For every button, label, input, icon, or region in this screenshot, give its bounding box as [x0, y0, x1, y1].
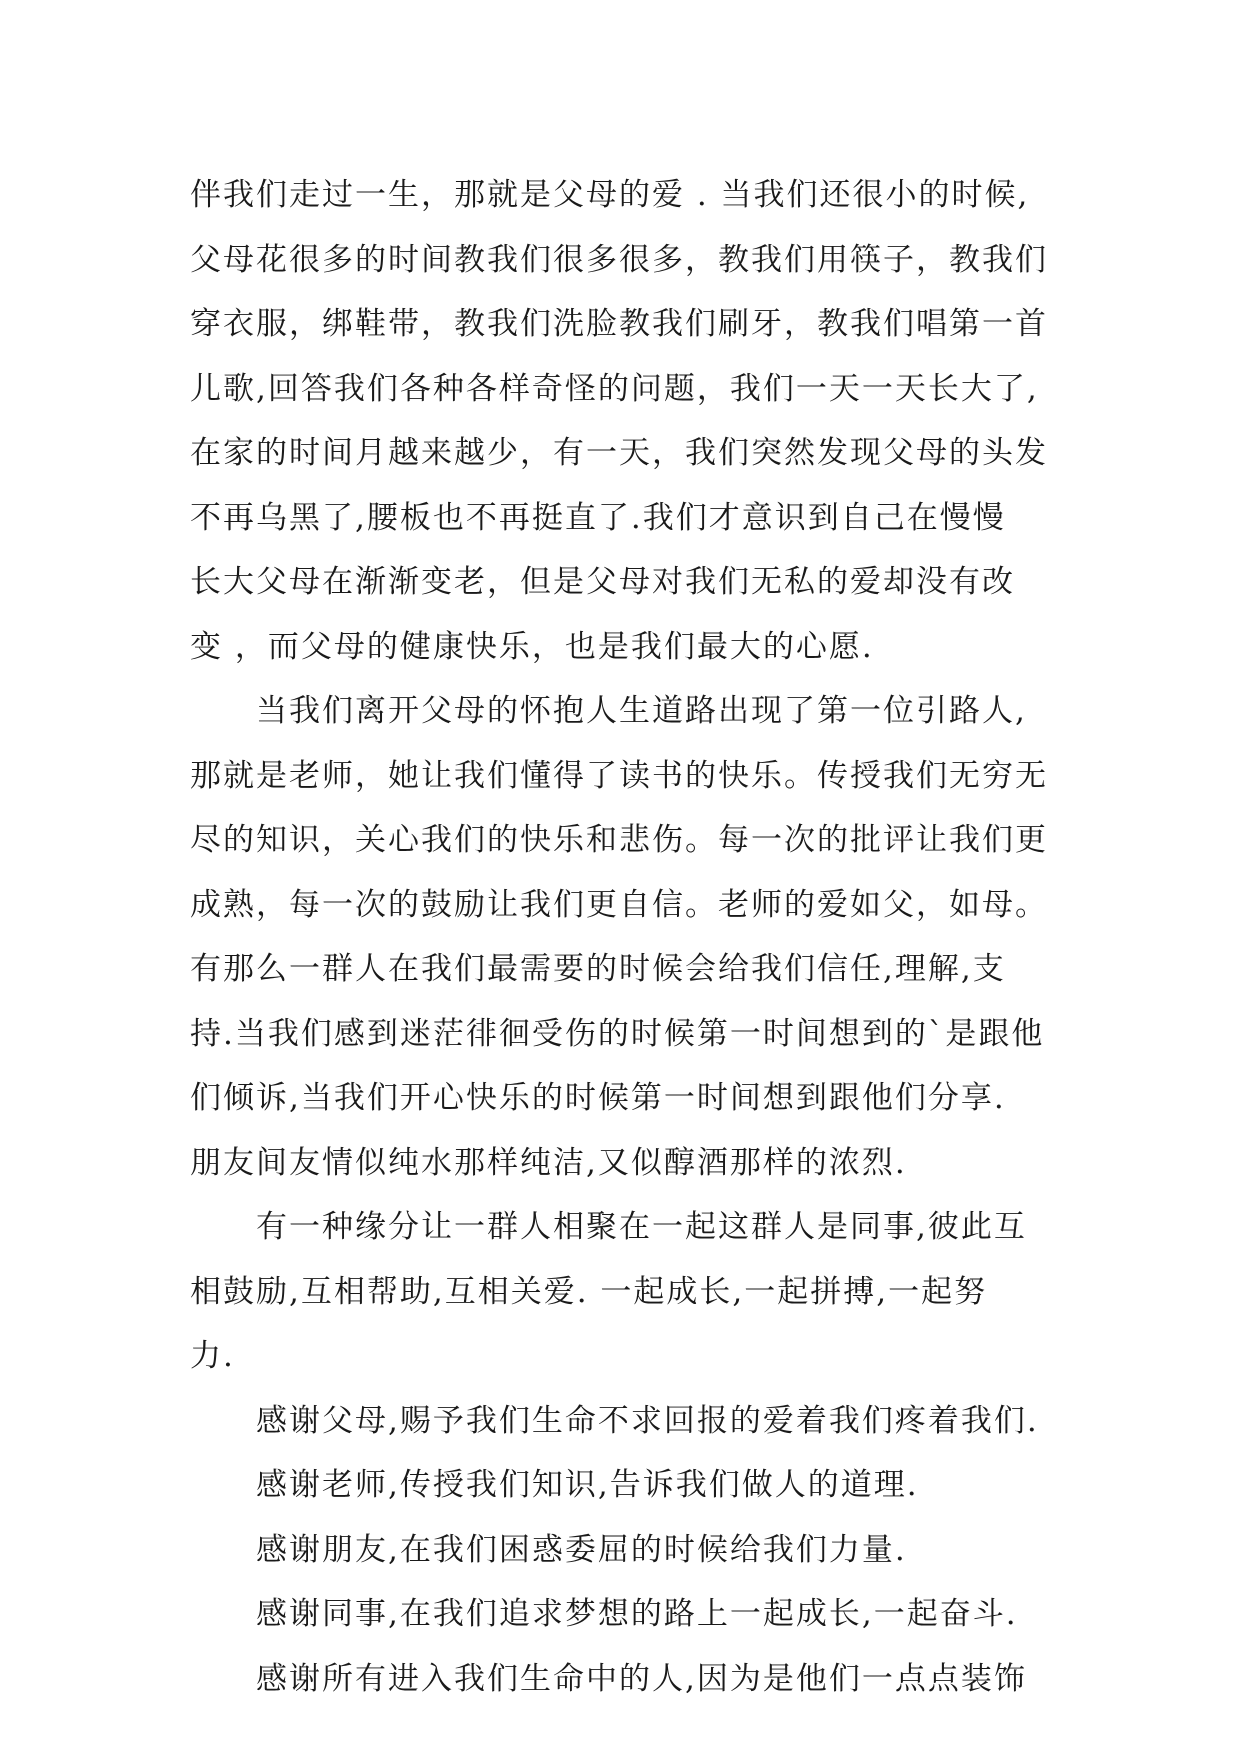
- text-line: 成熟，每一次的鼓励让我们更自信。老师的爱如父，如母。: [190, 886, 1048, 923]
- text-line: 变 ，而父母的健康快乐，也是我们最大的心愿.: [190, 628, 874, 665]
- text-line: 在家的时间月越来越少，有一天，我们突然发现父母的头发: [190, 435, 1048, 471]
- text-line: 不再乌黑了,腰板也不再挺直了.我们才意识到自己在慢慢: [190, 499, 1006, 536]
- text-line: 感谢同事,在我们追求梦想的路上一起成长,一起奋斗.: [256, 1596, 1018, 1632]
- text-line: 父母花很多的时间教我们很多很多，教我们用筷子，教我们: [190, 241, 1048, 278]
- text-line: 相鼓励,互相帮助,互相关爱. 一起成长,一起拼搏,一起努: [190, 1273, 988, 1310]
- text-line: 有一种缘分让一群人相聚在一起这群人是同事,彼此互: [256, 1209, 1027, 1245]
- text-line: 尽的知识，关心我们的快乐和悲伤。每一次的批评让我们更: [190, 822, 1048, 858]
- text-line: 持.当我们感到迷茫徘徊受伤的时候第一时间想到的`是跟他: [190, 1015, 1045, 1052]
- text-line: 感谢朋友,在我们困惑委屈的时候给我们力量.: [256, 1531, 907, 1568]
- text-line: 力.: [190, 1338, 235, 1374]
- text-line: 感谢所有进入我们生命中的人,因为是他们一点点装饰: [256, 1660, 1027, 1697]
- text-line: 儿歌,回答我们各种各样奇怪的问题，我们一天一天长大了,: [190, 370, 1039, 407]
- text-line: 伴我们走过一生，那就是父母的爱 . 当我们还很小的时候,: [190, 177, 1030, 213]
- text-line: 感谢老师,传授我们知识,告诉我们做人的道理.: [256, 1467, 919, 1503]
- text-line: 们倾诉,当我们开心快乐的时候第一时间想到跟他们分享.: [190, 1080, 1006, 1116]
- text-line: 长大父母在渐渐变老，但是父母对我们无私的爱却没有改: [190, 564, 1015, 600]
- text-line: 朋友间友情似纯水那样纯洁,又似醇酒那样的浓烈.: [190, 1144, 907, 1181]
- text-line: 有那么一群人在我们最需要的时候会给我们信任,理解,支: [190, 951, 1006, 987]
- text-line: 当我们离开父母的怀抱人生道路出现了第一位引路人,: [256, 693, 1027, 729]
- text-line: 那就是老师，她让我们懂得了读书的快乐。传授我们无穷无: [190, 757, 1048, 794]
- text-line: 感谢父母,赐予我们生命不求回报的爱着我们疼着我们.: [256, 1402, 1039, 1439]
- body-text: [190, 163, 1060, 1711]
- text-line: 穿衣服，绑鞋带，教我们洗脸教我们刷牙，教我们唱第一首: [190, 306, 1048, 342]
